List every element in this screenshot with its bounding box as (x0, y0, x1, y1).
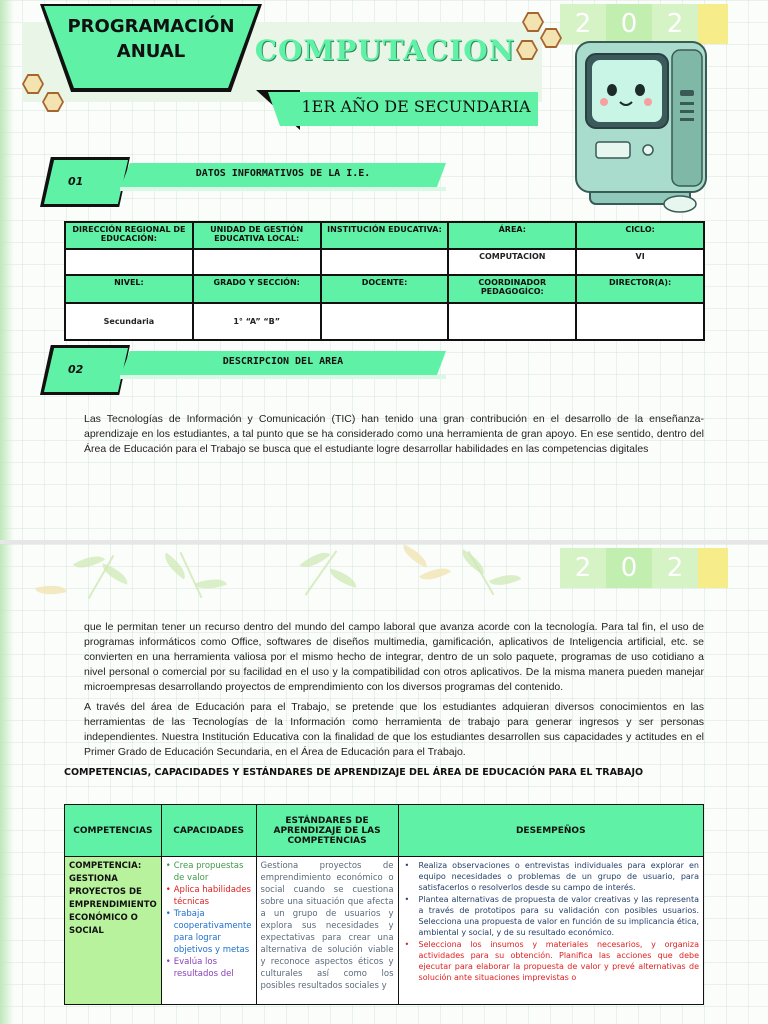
left-edge-decor (0, 544, 14, 1024)
section-title: DATOS INFORMATIVOS DE LA I.E. (195, 168, 371, 179)
table-value-cell: 1° “A” “B” (193, 303, 321, 340)
section-number: 02 (68, 363, 84, 376)
table-value-cell: VI (576, 249, 704, 275)
performances-cell (398, 857, 703, 1005)
list-item: • Crea propuestas de valor (166, 860, 252, 884)
left-edge-decor (0, 0, 14, 540)
list-item: • Plantea alternativas de propuesta de valor creativas y las representa a través de prototipos para su validación con posibles usuarios. Selecciona una propuesta de valor en función de su implicancia ética, ambiental y social, y de su resultado económico. (403, 894, 699, 938)
list-item: • Evalúa los resultados del (166, 956, 252, 980)
competence-cell: COMPETENCIA: GESTIONA PROYECTOS DE EMPRENDIMIENTO ECONÓMICO O SOCIAL (65, 857, 162, 1005)
title-line-2: ANUAL (116, 41, 186, 62)
description-paragraph-continued: que le permitan tener un recurso dentro del mundo del campo laboral que avanza acorde con la tecnología. Para tal fin, el uso de programas informáticos como Office, softwares de diseños multimedia, gamificación, aplicativos de Inteligencia artificial, etc. se convierten en una herramienta valiosa por el mismo hecho de integrar, dentro de un solo paquete, programas de uso cotidiano a nivel personal o comercial por su facilidad en el uso y la compatibilidad con otros aplicativos. De la misma manera pueden manejar microempresas desarrollando proyectos de emprendimiento con los diversos programas del contenido. (84, 621, 704, 693)
column-header: DESEMPEÑOS (398, 805, 703, 857)
year-digit: 2 (560, 4, 606, 44)
list-item: • Aplica habilidades técnicas (166, 884, 252, 908)
table-header-cell: COORDINADOR PEDAGOGÍCO: (448, 275, 576, 303)
table-value-cell (65, 249, 193, 275)
year-digit: 2 (652, 4, 698, 44)
table-header-cell: DIRECTOR(A): (576, 275, 704, 303)
title-line-1: PROGRAMACIÓN (67, 16, 235, 37)
table-value-cell: COMPUTACION (448, 249, 576, 275)
computer-mascot-icon (560, 30, 720, 220)
year-digit: 0 (606, 4, 652, 44)
document-title (44, 14, 258, 64)
table-value-cell (321, 249, 449, 275)
competencies-table (64, 804, 704, 1005)
column-header: ESTÁNDARES DE APRENDIZAJE DE LAS COMPETENCIAS (256, 805, 398, 857)
description-paragraph-2: A través del área de Educación para el Trabajo, se pretende que los estudiantes adquieran diversos conocimientos en las herramientas de las Tecnologías de la Información como herramienta de trabajo para generar ingresos y ser personas independientes. Nuestra Institución Educativa con la finalidad de que los estudiantes desarrollen sus capacidades y actitudes en el Primer Grado de Educación Secundaria, en el Área de Educación para el Trabajo. (84, 701, 704, 758)
column-header: CAPACIDADES (161, 805, 256, 857)
year-digit: 2 (652, 548, 698, 588)
year-digit: 2 (560, 548, 606, 588)
table-header-cell: NIVEL: (65, 275, 193, 303)
section-01-banner (40, 157, 450, 207)
section-number: 01 (68, 175, 84, 188)
year-digit-partial (698, 548, 728, 588)
table-header-cell: CICLO: (576, 222, 704, 249)
competencies-heading: COMPETENCIAS, CAPACIDADES Y ESTÁNDARES DE APRENDIZAJE DEL ÁREA DE EDUCACIÓN PARA EL TRABAJO (64, 767, 644, 778)
list-item: • Selecciona los insumos y materiales necesarios, y organiza actividades para su obtención. Planifica las acciones que debe ejecutar para elaborar la propuesta de valor y prevé alternativas de solución ante situaciones imprevistas o (403, 939, 699, 983)
list-item: • Realiza observaciones o entrevistas individuales para explorar en equipo necesidades o problemas de un grupo de usuario, para satisfacerlos o resolverlos desde su campo de interés. (403, 860, 699, 893)
section-02-banner (40, 345, 450, 395)
table-header-cell: DIRECCIÓN REGIONAL DE EDUCACIÓN: (65, 222, 193, 249)
capacities-cell (161, 857, 256, 1005)
table-header-cell: ÁREA: (448, 222, 576, 249)
list-item: • Trabaja cooperativamente para lograr objetivos y metas (166, 908, 252, 956)
table-header-cell: DOCENTE: (321, 275, 449, 303)
institution-info-table (64, 221, 705, 341)
table-value-cell (576, 303, 704, 340)
table-value-cell (321, 303, 449, 340)
course-title: COMPUTACION (254, 34, 516, 67)
section-title: DESCRIPCION DEL AREA (222, 356, 344, 367)
table-value-cell (193, 249, 321, 275)
standard-cell: Gestiona proyectos de emprendimiento económico o social cuando se cuestiona sobre una situación que afecta a un grupo de usuarios y explora sus necesidades y expectativas para crear una alternativa de solución viable y reconoce aspectos éticos y culturales así como los posibles resultados sociales y (256, 857, 398, 1005)
description-paragraph: Las Tecnologías de Información y Comunicación (TIC) han tenido una gran contribución en el desarrollo de la enseñanza-aprendizaje en los estudiantes, a tal punto que se ha considerado como una herramienta de gran apoyo. En ese sentido, dentro del Área de Educación para el Trabajo se busca que el estudiante logre desarrollar habilidades en las competencias digitales (84, 413, 704, 455)
table-value-cell (448, 303, 576, 340)
table-header-cell: INSTITUCIÓN EDUCATIVA: (321, 222, 449, 249)
grade-label: 1ER AÑO DE SECUNDARIA (301, 97, 531, 116)
table-value-cell: Secundaria (65, 303, 193, 340)
table-header-cell: UNIDAD DE GESTIÓN EDUCATIVA LOCAL: (193, 222, 321, 249)
table-header-cell: GRADO Y SECCIÓN: (193, 275, 321, 303)
year-digit: 0 (606, 548, 652, 588)
column-header: COMPETENCIAS (65, 805, 162, 857)
year-decor (560, 548, 728, 588)
